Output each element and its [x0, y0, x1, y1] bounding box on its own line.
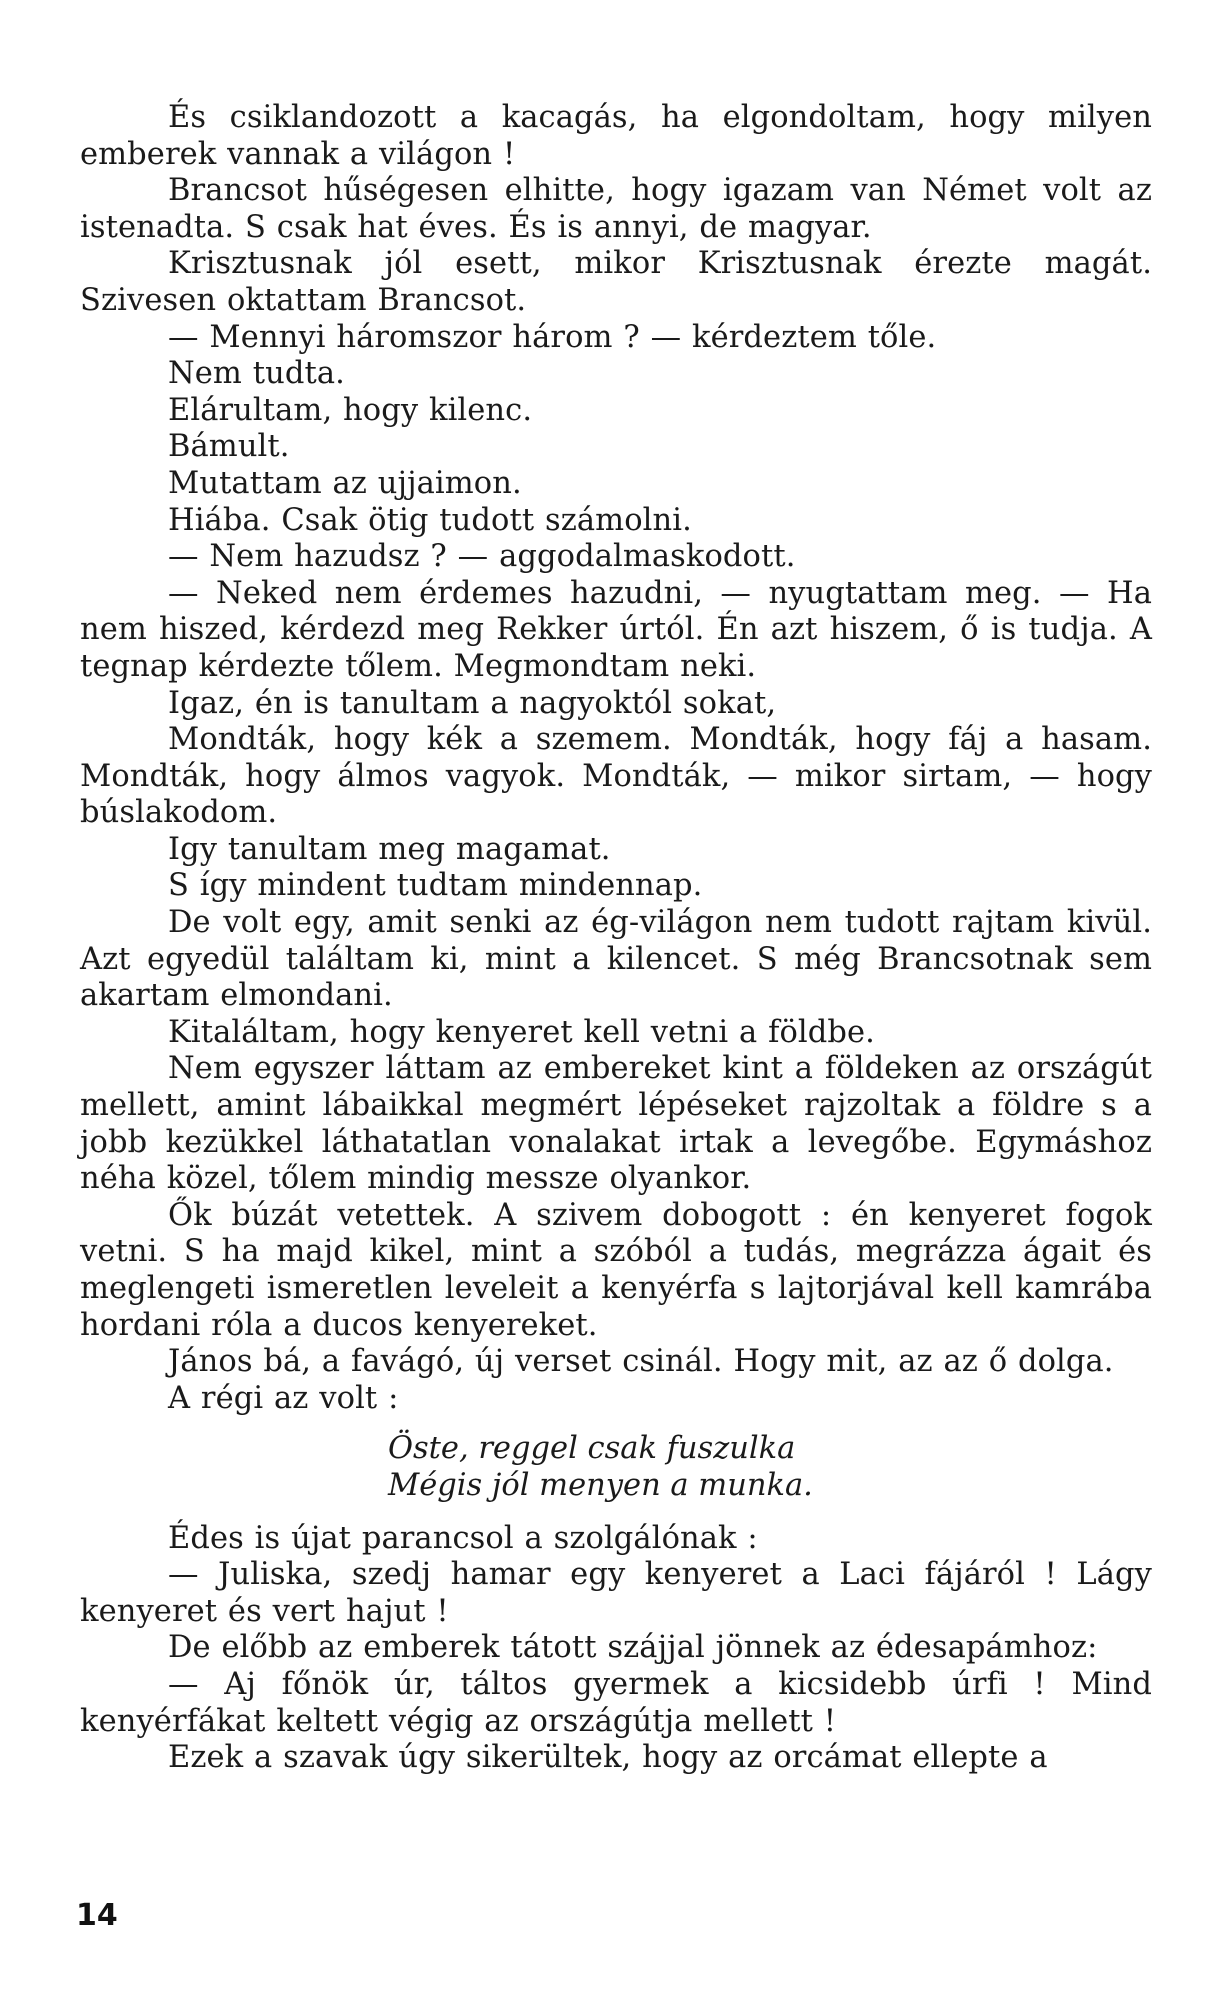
- paragraph: Kitaláltam, hogy kenyeret kell vetni a földbe.: [168, 1014, 875, 1050]
- verse-line: Öste, reggel csak fuszulka: [388, 1431, 796, 1467]
- paragraph: Krisztusnak jól esett, mikor Krisztusnak érezte magát. Szivesen oktattam Brancsot.: [80, 246, 1152, 318]
- paragraph: Ezek a szavak úgy sikerültek, hogy az orcámat ellepte a: [168, 1740, 1048, 1776]
- paragraph: Igaz, én is tanultam a nagyoktól sokat,: [168, 685, 777, 721]
- paragraph: János bá, a favágó, új verset csinál. Hogy mit, az az ő dolga.: [168, 1344, 1114, 1380]
- body-text-bottom: [80, 1521, 1152, 1777]
- page-number: 14: [76, 1898, 118, 1933]
- paragraph: Ők búzát vetettek. A szivem dobogott : én kenyeret fogok vetni. S ha majd kikel, mint a szóból a tudás, megrázza ágait és meglengeti ismeretlen leveleit a kenyérfa s lajtorjával kell kamrába hordani róla a ducos kenyereket.: [80, 1197, 1152, 1343]
- paragraph: És csiklandozott a kacagás, ha elgondoltam, hogy milyen emberek vannak a világon !: [80, 100, 1152, 172]
- paragraph: Édes is újat parancsol a szolgálónak :: [168, 1520, 758, 1556]
- paragraph: — Mennyi háromszor három ? — kérdeztem tőle.: [168, 319, 937, 355]
- paragraph: Hiába. Csak ötig tudott számolni.: [168, 502, 692, 538]
- paragraph: Bámult.: [168, 429, 290, 465]
- paragraph: Mondták, hogy kék a szemem. Mondták, hogy fáj a hasam. Mondták, hogy álmos vagyok. Mondták, — mikor sirtam, — hogy búslakodom.: [80, 722, 1152, 831]
- paragraph: — Juliska, szedj hamar egy kenyeret a Laci fájáról ! Lágy kenyeret és vert hajut !: [80, 1557, 1152, 1629]
- paragraph: — Neked nem érdemes hazudni, — nyugtattam meg. — Ha nem hiszed, kérdezd meg Rekker úrtól. Én azt hiszem, ő is tudja. A tegnap kérdezte tőlem. Megmondtam neki.: [80, 575, 1152, 684]
- paragraph: Brancsot hűségesen elhitte, hogy igazam van Német volt az istenadta. S csak hat éves. És is annyi, de magyar.: [80, 173, 1152, 245]
- paragraph: Elárultam, hogy kilenc.: [168, 392, 533, 428]
- paragraph: A régi az volt :: [168, 1380, 399, 1416]
- paragraph: Nem egyszer láttam az embereket kint a földeken az országút mellett, amint lábaikkal megmért lépéseket rajzoltak a földre s a jobb kezükkel láthatatlan vonalakat irtak a levegőbe. Egymáshoz néha közel, tőlem mindig messze olyankor.: [80, 1051, 1152, 1197]
- verse-block: [80, 1431, 1152, 1504]
- paragraph: Nem tudta.: [168, 356, 345, 392]
- paragraph: — Aj főnök úr, táltos gyermek a kicsidebb úrfi ! Mind kenyérfákat keltett végig az országútja mellett !: [80, 1666, 1152, 1739]
- paragraph: De volt egy, amit senki az ég-világon nem tudott rajtam kivül. Azt egyedül találtam ki, mint a kilencet. S még Brancsotnak sem akartam elmondani.: [80, 905, 1152, 1014]
- paragraph: S így mindent tudtam mindennap.: [168, 868, 703, 904]
- verse-line: Mégis jól menyen a munka.: [388, 1467, 813, 1503]
- paragraph: Igy tanultam meg magamat.: [168, 831, 611, 867]
- book-page: [80, 100, 1152, 1777]
- paragraph: — Nem hazudsz ? — aggodalmaskodott.: [168, 539, 796, 575]
- body-text-top: [80, 100, 1152, 1417]
- paragraph: Mutattam az ujjaimon.: [168, 465, 522, 501]
- paragraph: De előbb az emberek tátott szájjal jönnek az édesapámhoz:: [168, 1630, 1098, 1666]
